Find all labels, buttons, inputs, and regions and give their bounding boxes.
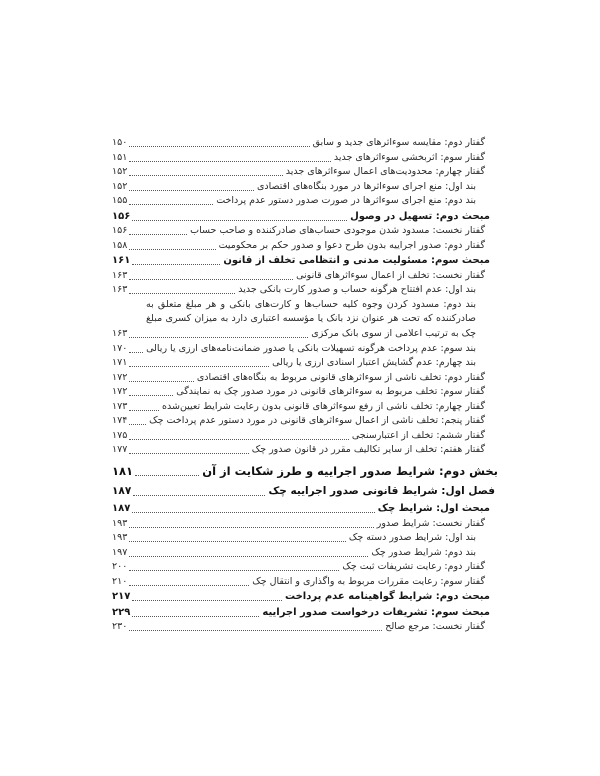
toc-entry-title: مبحث دوم: تسهیل در وصول — [350, 210, 490, 222]
toc-entry — [112, 531, 498, 546]
dot-leader — [130, 589, 285, 605]
toc-entry-title: گفتار نخست: شرایط صدور — [376, 517, 485, 529]
toc-entry-title: مبحث سوم: تشریفات درخواست صدور اجراییه — [262, 606, 490, 618]
dot-leader — [127, 429, 352, 444]
toc-entry-page-number: ۱۵۶ — [112, 210, 131, 222]
toc-entry-page-number: ۱۷۳ — [112, 400, 128, 412]
toc-entry-page-number: ۱۷۱ — [112, 357, 128, 369]
toc-entry-page-number: ۱۹۳ — [112, 532, 128, 544]
toc-entry-page-number: ۱۵۲ — [112, 166, 128, 177]
toc-entry-page-number: ۲۳۰ — [112, 621, 128, 633]
toc-entry — [112, 414, 498, 429]
toc-entry — [112, 165, 498, 180]
dot-leader — [127, 356, 272, 371]
toc-entry-page-number: ۱۷۷ — [112, 444, 128, 456]
toc-entry — [112, 194, 498, 209]
dot-leader — [127, 531, 349, 546]
toc-entry — [112, 239, 498, 254]
toc-entry-title: گفتار دوم: تخلف ناشی از سوءاثرهای قانونی مربوط به بنگاه‌های اقتصادی — [196, 371, 485, 383]
toc-entry-page-number: ۲۱۷ — [112, 591, 131, 603]
toc-entry-page-number: ۲۱۰ — [112, 575, 128, 587]
dot-leader — [127, 385, 176, 400]
toc-entry-page-number: ۱۵۱ — [112, 151, 128, 163]
toc-entry-title: چک به ترتیب اعلامی از سوی بانک مرکزی — [311, 328, 476, 340]
toc-entry — [112, 400, 498, 415]
dot-leader — [127, 283, 238, 298]
toc-entry-multiline — [112, 298, 498, 342]
toc-entry-page-number: ۱۷۵ — [112, 429, 128, 441]
toc-entry-title: فصل اول: شرایط قانونی صدور اجراییه چک — [268, 484, 495, 497]
toc-entry-page-number: ۱۸۱ — [112, 463, 134, 478]
toc-entry — [112, 136, 498, 151]
dot-leader — [127, 151, 334, 166]
toc-entry — [112, 283, 498, 298]
toc-entry — [112, 269, 498, 284]
toc-entry-title: مبحث دوم: شرایط گواهینامه عدم پرداخت — [285, 591, 490, 603]
toc-entry-title: گفتار چهارم: محدودیت‌های اعمال سوءاثرهای جدید — [285, 166, 485, 177]
toc-entry-page-number: ۱۷۰ — [112, 342, 128, 354]
toc-entry-title-line: صادرکننده که تحت هر عنوان نزد بانک یا مؤسسه اعتباری دارد به میزان کسری مبلغ — [146, 313, 476, 325]
toc-entry — [112, 253, 498, 269]
toc-entry-title: بند دوم: شرایط صدور چک — [371, 546, 476, 558]
toc-entry-title: گفتار پنجم: تخلف ناشی از اعمال سوءاثرهای قانونی در مورد دستور عدم پرداخت چک — [149, 415, 485, 427]
toc-entry — [112, 605, 498, 621]
toc-entry-page-number: ۱۶۱ — [112, 255, 131, 266]
dot-leader — [127, 575, 252, 590]
toc-entry-title: بند دوم: منع اجرای سوءاثرها در صورت صدور دستور عدم پرداخت — [216, 195, 476, 206]
toc-entry-title: گفتار هفتم: تخلف از سایر تکالیف مقرر در قانون صدور چک — [251, 444, 485, 456]
toc-entry — [112, 342, 498, 357]
toc-entry-page-number: ۱۶۳ — [112, 269, 128, 281]
toc-entry — [112, 356, 498, 371]
dot-leader — [127, 443, 251, 458]
toc-entry-title: بند سوم: عدم پرداخت هرگونه تسهیلات بانکی یا صدور ضمانت‌نامه‌های ارزی یا ریالی — [146, 342, 476, 354]
toc-entry — [112, 560, 498, 575]
dot-leader — [127, 165, 285, 180]
dot-leader — [127, 180, 257, 195]
toc-entry-title: بخش دوم: شرایط صدور اجراییه و طرز شکایت از آن — [202, 463, 498, 478]
toc-entry-title: بند اول: شرایط صدور دسته چک — [348, 532, 476, 544]
toc-entry-page-number: ۱۶۳ — [112, 284, 128, 295]
dot-leader — [127, 371, 197, 386]
toc-entry-page-number: ۱۸۷ — [112, 484, 132, 497]
toc-entry — [112, 224, 498, 239]
dot-leader — [127, 194, 216, 209]
toc-entry — [112, 620, 498, 635]
toc-entry-page-number: ۱۵۸ — [112, 239, 128, 251]
toc-entry-title: گفتار نخست: مرجع صالح — [385, 621, 485, 633]
toc-entry-title: گفتار دوم: صدور اجراییه بدون طرح دعوا و صدور حکم بر محکومیت — [218, 239, 485, 251]
toc-entry-page-number: ۱۶۳ — [112, 328, 128, 340]
dot-leader — [127, 269, 296, 284]
toc-entry-page-number: ۲۰۰ — [112, 561, 128, 573]
toc-entry-title: گفتار سوم: رعایت مقررات مربوط به واگذاری و انتقال چک — [252, 575, 485, 587]
toc-entry-page-number: ۱۵۲ — [112, 180, 128, 192]
dot-leader — [133, 462, 202, 480]
toc-entry — [112, 209, 498, 225]
dot-leader — [127, 546, 371, 561]
toc-entry — [112, 443, 498, 458]
toc-entry-page-number: ۱۵۵ — [112, 195, 128, 206]
toc-entry — [112, 546, 498, 561]
toc-entry-title: گفتار دوم: رعایت تشریفات ثبت چک — [342, 561, 485, 573]
toc-entry — [112, 429, 498, 444]
dot-leader — [127, 327, 311, 342]
toc-entry-title: گفتار سوم: اثربخشی سوءاثرهای جدید — [333, 151, 485, 163]
toc-entry-page-number: ۱۵۰ — [112, 137, 128, 148]
toc-entry — [112, 151, 498, 166]
dot-leader — [127, 414, 149, 429]
toc-entry — [112, 371, 498, 386]
toc-entry-title: مبحث سوم: مسئولیت مدنی و انتظامی تخلف از قانون — [223, 255, 490, 266]
toc-entry-page-number: ۱۷۲ — [112, 386, 128, 398]
toc-entry — [112, 483, 498, 500]
dot-leader — [130, 501, 377, 517]
dot-leader — [130, 605, 262, 621]
toc-entry-title: گفتار چهارم: تخلف ناشی از رفع سوءاثرهای قانونی بدون رعایت شرایط تعیین‌شده — [162, 400, 485, 412]
toc-entry-page-number: ۱۵۶ — [112, 225, 128, 236]
toc-entry-page-number: ۱۹۳ — [112, 517, 128, 529]
toc-entry — [112, 462, 498, 480]
dot-leader — [130, 253, 223, 269]
toc-entry — [112, 589, 498, 605]
toc-entry-title: گفتار دوم: مقایسه سوءاثرهای جدید و سابق — [312, 137, 485, 148]
dot-leader — [127, 136, 312, 151]
toc-entry-title: بند چهارم: عدم گشایش اعتبار اسنادی ارزی یا ریالی — [272, 357, 476, 369]
dot-leader — [127, 517, 376, 532]
toc-entry-title: گفتار نخست: مسدود شدن موجودی حساب‌های صادرکننده و صاحب حساب — [190, 225, 485, 236]
toc-entry-title: گفتار ششم: تخلف از اعتبارسنجی — [351, 429, 485, 441]
toc-entry — [112, 327, 498, 342]
toc-entry-title: بند اول: منع اجرای سوءاثرها در مورد بنگاه‌های اقتصادی — [256, 180, 476, 192]
dot-leader — [131, 483, 268, 500]
toc-entry — [112, 501, 498, 517]
table-of-contents — [112, 136, 498, 635]
dot-leader — [127, 400, 162, 415]
toc-entry-page-number: ۱۷۴ — [112, 415, 128, 427]
dot-leader — [127, 342, 146, 357]
toc-entry-title-line: بند دوم: مسدود کردن وجوه کلیه حساب‌ها و کارت‌های بانکی و هر مبلغ متعلق به — [146, 298, 476, 310]
toc-entry-page-number: ۱۸۷ — [112, 503, 131, 515]
toc-entry-page-number: ۱۷۲ — [112, 371, 128, 383]
toc-entry-title: گفتار سوم: تخلف مربوط به سوءاثرهای قانونی در مورد صدور چک به نمایندگی — [176, 386, 485, 398]
dot-leader — [127, 560, 342, 575]
toc-entry — [112, 180, 498, 195]
toc-entry — [112, 385, 498, 400]
toc-entry-page-number: ۲۲۹ — [112, 606, 131, 618]
toc-entry-page-number: ۱۹۷ — [112, 546, 128, 558]
toc-entry — [112, 517, 498, 532]
toc-entry-title: مبحث اول: شرایط چک — [377, 503, 490, 515]
toc-entry-title: گفتار نخست: تخلف از اعمال سوءاثرهای قانونی — [296, 269, 485, 281]
toc-entry — [112, 575, 498, 590]
dot-leader — [127, 239, 218, 254]
toc-entry-title: بند اول: عدم افتتاح هرگونه حساب و صدور کارت بانکی جدید — [238, 284, 476, 295]
dot-leader — [127, 620, 385, 635]
dot-leader — [127, 224, 190, 239]
dot-leader — [130, 209, 350, 225]
